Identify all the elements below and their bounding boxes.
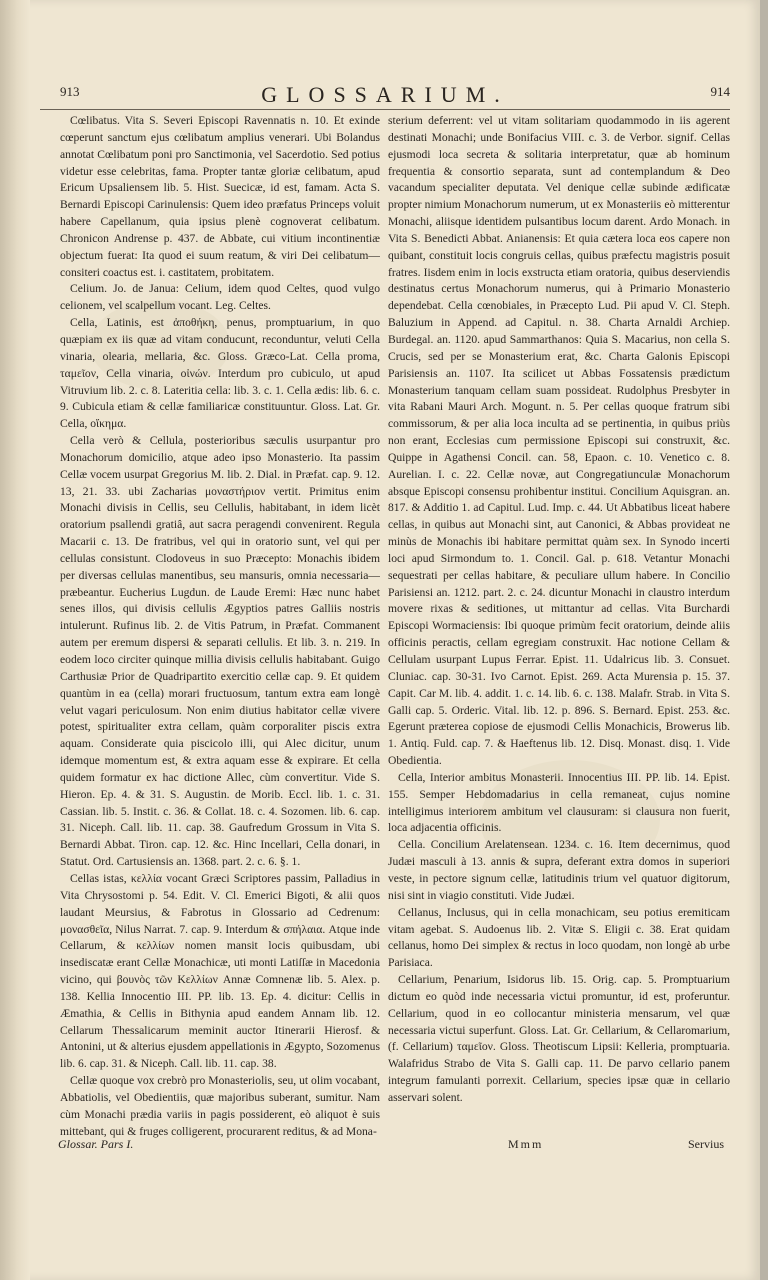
entry-paragraph: Cella, Latinis, est ἀποθήκη, penus, promptuarium, in quo quæpiam ex iis quæ ad vitam conducunt, reconduntur, veluti Cella vinaria, olearia, mellaria, &c. Gloss. Græco-Lat. Cella proma, ταμεῖον, Cella vinaria, οἰνών. Interdum pro cubiculo, ut apud Vitruvium lib. 2. c. 8. Lateritia cella: lib. 3. c. 1. Cella ædis: lib. 6. c. 9. Cubicula etiam & cellæ familiaricæ constituuntur. Gloss. Lat. Gr. Cella, οἴκημα.: [60, 316, 380, 431]
entry-paragraph: Cellarium, Penarium, Isidorus lib. 15. Orig. cap. 5. Promptuarium dictum eo quòd inde necessaria victui promuntur, id est, proferuntur. Cellarium, quod in eo collocantur ministeria mensarum, vel quæ necessaria victui superfunt. Gloss. Lat. Gr. Cellarium, & Cellaromarium, (f. Cellarium) ταμεῖον. Gloss. Theotiscum Lipsii: Kelleria, promptuaria. Walafridus Strabo de Vita S. Galli cap. 11. De parvo cellario panem integrum famulanti porrexit. Cellarium, species ipsæ quæ in cellario asservari solent.: [388, 973, 730, 1104]
signature-mark: Glossar. Pars I.: [58, 1137, 134, 1151]
right-column: [388, 113, 730, 1143]
entry-paragraph: Cella, Interior ambitus Monasterii. Innocentius III. PP. lib. 14. Epist. 155. Semper Hebdomadarius in cella remaneat, cujus nomine intelligimus interiorem ambitum vel clausuram: si clausura non fuerit, loca adjacentia officinis.: [388, 770, 730, 835]
left-column: [60, 113, 380, 1143]
gathering-mark: Mmm: [508, 1137, 544, 1151]
page-gutter: [0, 0, 30, 1280]
entry-paragraph: sterium deferrent: vel ut vitam solitariam quodammodo in iis agerent destinati Monachi; unde Bonifacius VIII. c. 3. de Verbor. signif. Cellas ejusmodi loca secreta & solitaria interpretatur, quæ ab hominum frequentia & consortio separata, sunt ad contemplandum & Deo vacandum specialiter deputata. Vel denique cellæ subinde ædificatæ propter nimium Monachorum numerum, ut ex Monasteriis eò mitterentur Monachi, aliisque identidem pulsantibus locum darent. Ardo Monach. in Vita S. Benedicti Abbat. Anianensis: Et quia cætera loca eos capere non quibant, constituit locis congruis cellas, quibus præfectu magistris posuit fratres. Iisdem enim in locis exstructa etiam oratoria, quibus deserviendis destinatus certus Monachorum numerus, qui à Primario Monasterio dependebat. Cella cœnobiales, in Præcepto Lud. Pii apud V. Cl. Steph. Baluzium in Append. ad Capitul. n. 38. Charta Arnaldi Archiep. Burdegal. an. 1120. apud Sammarthanos: Quia S. Macarius, non cella S. Crucis, sed per se Monasterium erat, &c. Charta Galonis Episcopi Parisiensis an. 1107. Ita scilicet ut Abbas Fossatensis prædictum Monasterium tanquam cellam suam possideat. Rudolphus Presbyter in vita Rabani Mauri Arch. Mogunt. n. 5. Per cellas quoque fratrum sibi commissorum, & per alia loca inculta ad se pertinentia, in quibus priùs non erant, Ecclesias cum permissione Episcopi sui construxit, &c. Quippe in Agathensi Concil. can. 58, Epaon. c. 10. Venetico c. 8. Aurelian. I. c. 22. Cellæ novæ, aut Congregatiunculæ Monachorum absque Episcopi consensu prohibentur institui. Concilium Aquisgran. an. 817. & Additio 1. ad Capitul. Lud. Imp. c. 44. Ut Abbatibus liceat habere cellas, in quibus aut Monachi sint, aut Canonici, & Abbas provideat ne minùs de Monachis ibi habitare permittat quàm sex. In Synodo incerti loci apud Sirmondum to. 1. Concil. Gal. p. 618. Vetantur Monachi sequestrati per cellas habitare, & peculiare ullum habere. In Concilio Parisiensi an. 1212. part. 2. c. 24. dicuntur Monachi in claustro interdum movere rixas & seditiones, ut mittantur ad cellas. Vita Burchardi Episcopi Wormaciensis: Ibi quoque primùm fecit oratorium, deinde aliis officinis peractis, cellam egregiam construxit. Hac notione Cellam & Cellulam usurpant Lupus Ferrar. Epist. 11. Udalricus lib. 3. Consuet. Cluniac. cap. 30-31. Ivo Carnot. Epist. 269. Acta Murensia p. 15. 37. Capit. Car M. lib. 4. addit. 1. c. 14. lib. 6. c. 138. Malafr. Strab. in Vita S. Galli cap. 5. Orderic. Vital. lib. 12. p. 896. S. Bernard. Epist. 253. &c. Egerunt præterea copiose de ejusmodi Cellis Monachicis, Browerus lib. 1. Antiq. Fuld. cap. 7. & Haeftenus lib. 12. Disq. Monast. disq. 1. Vide Obedientia.: [388, 114, 730, 768]
entry-paragraph: Cellanus, Inclusus, qui in cella monachicam, seu potius eremiticam vitam agebat. S. Audoenus lib. 2. Vitæ S. Eligii c. 38. Erat quidam cellanus, homo Dei simplex & rectus in loco quodam, non longè ab urbe Parisiaca.: [388, 905, 730, 970]
running-header: [40, 84, 730, 110]
entry-paragraph: Cœlibatus. Vita S. Severi Episcopi Ravennatis n. 10. Et exinde cœperunt sanctum ejus cœlibatum amplius venerari. Ubi Bolandus annotat Cœlibatum poni pro Sanctimonia, vel Sacerdotio. Sed potius videtur esse celebritas, fama. Propter tantæ gloriæ celibatum, apud Ericum Upsaliensem lib. 5. Hist. Suecicæ, id est, famam. Acta S. Bernardi Episcopi Carinulensis: Quem ideo præfatus Princeps voluit habere Capellanum, quia ipsius plenè cognoverat celibatum. Chronicon Andrense p. 437. de Abbate, cui vitium incontinentiæ objectum fuerat: Ita quod ei suum reatum, & viri Dei celibatum—consiteri coactus est. i. castitatem, probitatem.: [60, 114, 380, 279]
entry-paragraph: Cella verò & Cellula, posterioribus sæculis usurpantur pro Monachorum domicilio, atque adeo ipso Monasterio. Ita passim Cellæ vocem usurpat Gregorius M. lib. 2. Dial. in Præfat. cap. 9. 12. 13, 21. 33. ubi Zacharias μοναστήριον vertit. Primitus enim Monachi divisis in Cellis, seu Cellulis, habitabant, in idem licèt oratorium psallendi gratiâ, aut sacra peragendi convenirent. Regula Macarii c. 13. De fratribus, vel qui in oratorio sunt, vel qui per cellulas consistunt. Clodoveus in suo Præcepto: Monachis ibidem per diversas cellulas manentibus, seu mansuris, omnia necessaria—præbeantur. Eucherius Lugdun. de Laude Eremi: Hæc nunc habet senes illos, qui divisis cellulis Ægyptios patres Galliis nostris intulerunt. Rufinus lib. 2. de Vitis Patrum, in Præfat. Commanent autem per eremum dispersi & separati cellulis. Et lib. 3. n. 219. In eodem loco circiter quinque millia divisis cellulis habitabant. Guigo Carthusiæ Prior de Quadripartito exercitio cellæ cap. 9. Et quidem quantùm in ea (cella) morari fructuosum, tantum extra eam longè velut vagari periculosum. Non enim diutius habitator cellæ vivere potest, spiritualiter extra cellam, quàm corporaliter piscis extra aquam. Considerate quia piscicolo illi, qui Alec dicitur, unum idemque momentum est, & extra aquam esse & expirare. Et cella quidem formatur ex hac dictione Allec, cùm convertitur. Vide S. Hieron. Ep. 4. & 31. S. Augustin. de Morib. Eccl. lib. 1. c. 31. Cassian. lib. 5. Instit. c. 36. & Collat. 18. c. 4. Sozomen. lib. 6. cap. 31. Niceph. Call. lib. 11. cap. 38. Gaufredum Grossum in Vita S. Bernardi Abbat. Tiron. cap. 12. &c. Hinc Incellari, Cella donari, in Statut. Ord. Cartusiensis an. 1368. part. 2. c. 6. §. 1.: [60, 434, 380, 869]
entry-paragraph: Cellas istas, κελλία vocant Græci Scriptores passim, Palladius in Vita Chrysostomi p. 54. Edit. V. Cl. Emerici Bigoti, & alii quos laudant Meursius, & Fabrotus in Glossario ad Cedrenum: μονασθεῖα, Nilus Narrat. 7. cap. 9. Interdum & σπήλαια. Atque inde Cellarum, & κελλίων nomen mansit locis quibusdam, ubi insediscatæ erant Cellæ Monachicæ, uti monti Latiſſæ in Macedonia vicino, qui βουνὸς τῶν Κελλίων Annæ Comnenæ lib. 5. Alex. p. 138. Kellia Innocentio III. PP. lib. 13. Ep. 4. dicitur: Cellis in Æmathia, & Cellis in Bithynia apud eandem Annam lib. 12. Cellarum Thessalicarum meminit auctor Itinerarii Hierosf. & Antonini, ut & alterius ejusdem appellationis in Ægypto, Sozomenus lib. 6. cap. 31. & Niceph. Call. lib. 11. cap. 38.: [60, 871, 380, 1071]
catchword: Servius: [688, 1137, 724, 1151]
page-title: GLOSSARIUM.: [261, 82, 509, 107]
header-rule: [40, 109, 730, 110]
entry-paragraph: Cellæ quoque vox crebrò pro Monasteriolis, seu, ut olim vocabant, Abbatiolis, vel Obedientiis, quæ majoribus suberant, sumitur. Nam cùm Monachi prædia variis in pagis possiderent, eò aliquot è suis mittebant, qui & fruges colligerent, procurarent reditus, & ad Mona-: [60, 1074, 380, 1138]
entry-paragraph: Celium. Jo. de Janua: Celium, idem quod Celtes, quod vulgo celionem, vel scalpellum vocant. Leg. Celtes.: [60, 282, 380, 313]
entry-paragraph: Cella. Concilium Arelatensean. 1234. c. 16. Item decernimus, quod Judæi masculi à 13. annis & supra, deferant extra domos in superiori veste, in pectore signum cellæ, latitudinis trium vel quatuor digitorum, nisi sint in viagio constituti. Vide Judæi.: [388, 838, 730, 902]
page-number-left: 913: [60, 84, 80, 99]
page-number-right: 914: [710, 84, 730, 99]
